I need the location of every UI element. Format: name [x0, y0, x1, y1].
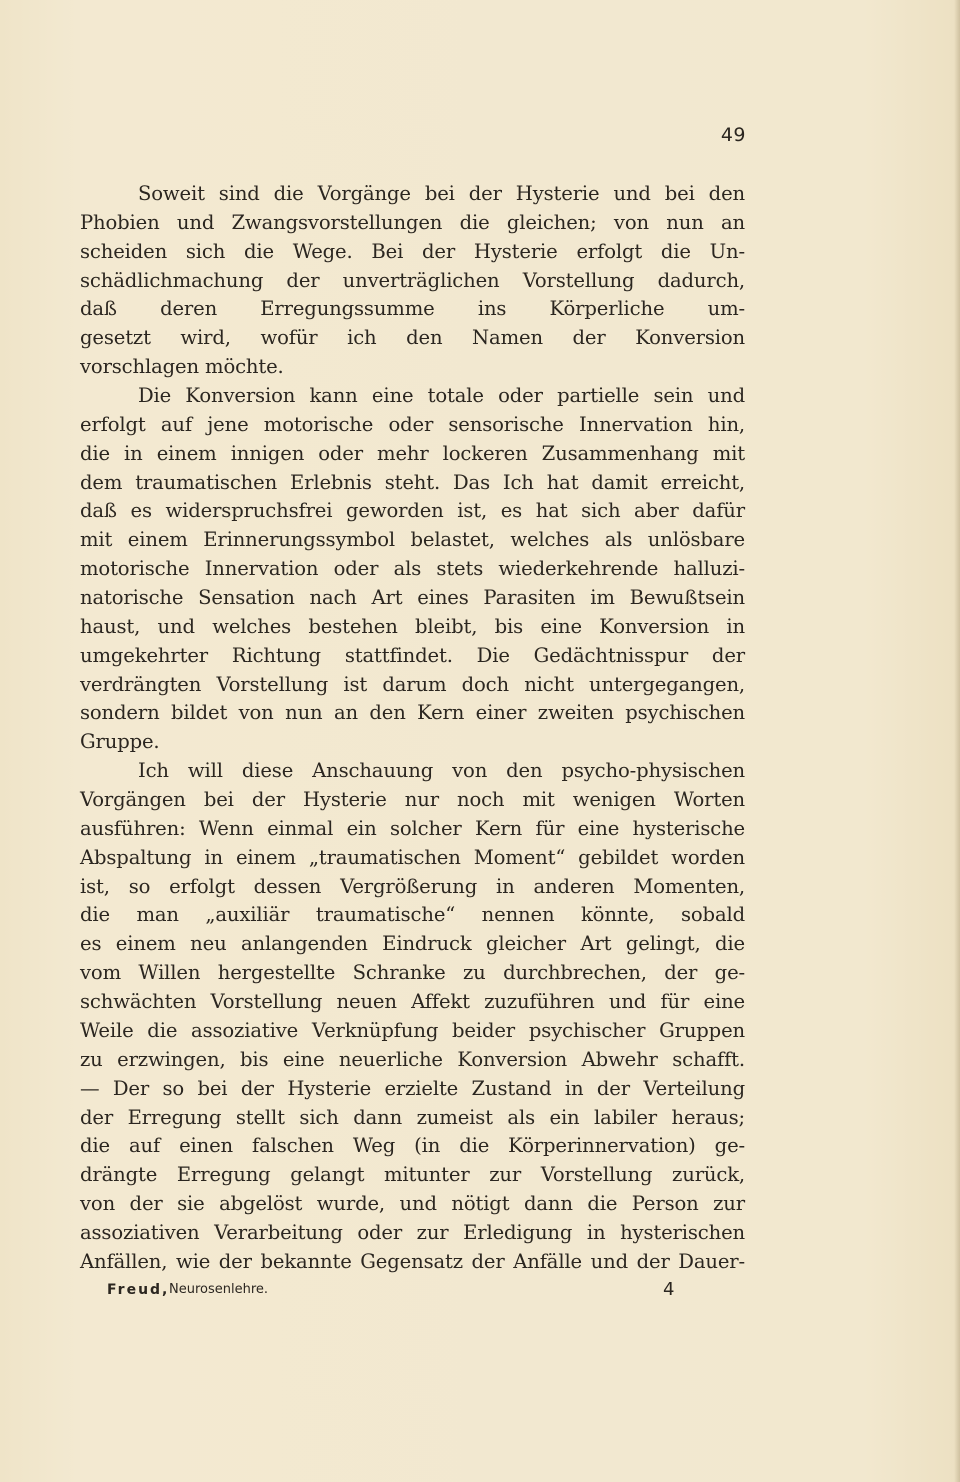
text-line: verdrängten Vorstellung ist darum doch nicht untergegangen,: [80, 672, 745, 696]
text-line: haust, und welches bestehen bleibt, bis eine Konversion in: [80, 614, 745, 638]
text-line: Soweit sind die Vorgänge bei der Hysterie und bei den: [138, 182, 745, 205]
footer-author: Freud,: [107, 1282, 170, 1298]
text-line: schwächten Vorstellung neuen Affekt zuzuführen und für eine: [80, 990, 745, 1014]
text-line: Gruppe.: [80, 730, 160, 754]
text-line: daß deren Erregungssumme ins Körperliche um-: [80, 297, 745, 321]
text-line: daß es widerspruchsfrei geworden ist, es hat sich aber dafür: [80, 499, 745, 523]
text-line: Abspaltung in einem „traumatischen Moment“ gebildet worden: [80, 845, 745, 869]
page-edge-shadow: [954, 0, 960, 1482]
text-line: motorische Innervation oder als stets wiederkehrende halluzi-: [80, 557, 745, 581]
page-number: 49: [720, 124, 746, 146]
text-line: drängte Erregung gelangt mitunter zur Vorstellung zurück,: [80, 1163, 745, 1187]
text-line: assoziativen Verarbeitung oder zur Erledigung in hysterischen: [80, 1220, 745, 1244]
text-line: dem traumatischen Erlebnis steht. Das Ich hat damit erreicht,: [80, 470, 745, 494]
text-line: Anfällen, wie der bekannte Gegensatz der Anfälle und der Dauer-: [80, 1249, 745, 1273]
text-line: es einem neu anlangenden Eindruck gleicher Art gelingt, die: [80, 932, 745, 956]
text-line: von der sie abgelöst wurde, und nötigt dann die Person zur: [80, 1192, 745, 1216]
text-line: Vorgängen bei der Hysterie nur noch mit wenigen Worten: [80, 788, 745, 812]
text-line: vorschlagen möchte.: [80, 355, 284, 379]
body-text: [80, 180, 745, 1277]
signature-mark: 4: [663, 1279, 675, 1300]
text-line: gesetzt wird, wofür ich den Namen der Konversion: [80, 326, 745, 350]
footer-title: Neurosenlehre.: [169, 1282, 269, 1297]
text-line: — Der so bei der Hysterie erzielte Zustand in der Verteilung: [80, 1076, 745, 1100]
text-line: mit einem Erinnerungssymbol belastet, welches als unlösbare: [80, 528, 745, 552]
text-line: umgekehrter Richtung stattfindet. Die Gedächtnisspur der: [80, 643, 745, 667]
text-line: ausführen: Wenn einmal ein solcher Kern für eine hysterische: [80, 816, 745, 840]
text-line: schädlichmachung der unverträglichen Vorstellung dadurch,: [80, 268, 745, 292]
text-line: die man „auxiliär traumatische“ nennen könnte, sobald: [80, 903, 745, 927]
text-line: natorische Sensation nach Art eines Parasiten im Bewußtsein: [80, 586, 745, 610]
text-line: ist, so erfolgt dessen Vergrößerung in anderen Momenten,: [80, 874, 745, 898]
text-line: Die Konversion kann eine totale oder partielle sein und: [138, 384, 745, 408]
text-line: vom Willen hergestellte Schranke zu durchbrechen, der ge-: [80, 961, 745, 985]
text-line: der Erregung stellt sich dann zumeist als ein labiler heraus;: [80, 1105, 745, 1129]
text-line: sondern bildet von nun an den Kern einer zweiten psychischen: [80, 701, 745, 725]
page-footer: [107, 1279, 677, 1304]
text-line: Phobien und Zwangsvorstellungen die gleichen; von nun an: [80, 210, 745, 234]
text-line: Weile die assoziative Verknüpfung beider psychischer Gruppen: [80, 1018, 745, 1042]
text-line: zu erzwingen, bis eine neuerliche Konversion Abwehr schafft.: [80, 1047, 745, 1071]
text-line: erfolgt auf jene motorische oder sensorische Innervation hin,: [80, 412, 745, 436]
text-line: Ich will diese Anschauung von den psycho-physischen: [138, 759, 745, 783]
text-line: die in einem innigen oder mehr lockeren Zusammenhang mit: [80, 441, 745, 465]
text-line: die auf einen falschen Weg (in die Körperinnervation) ge-: [80, 1134, 745, 1158]
text-line: scheiden sich die Wege. Bei der Hysterie erfolgt die Un-: [80, 239, 745, 263]
